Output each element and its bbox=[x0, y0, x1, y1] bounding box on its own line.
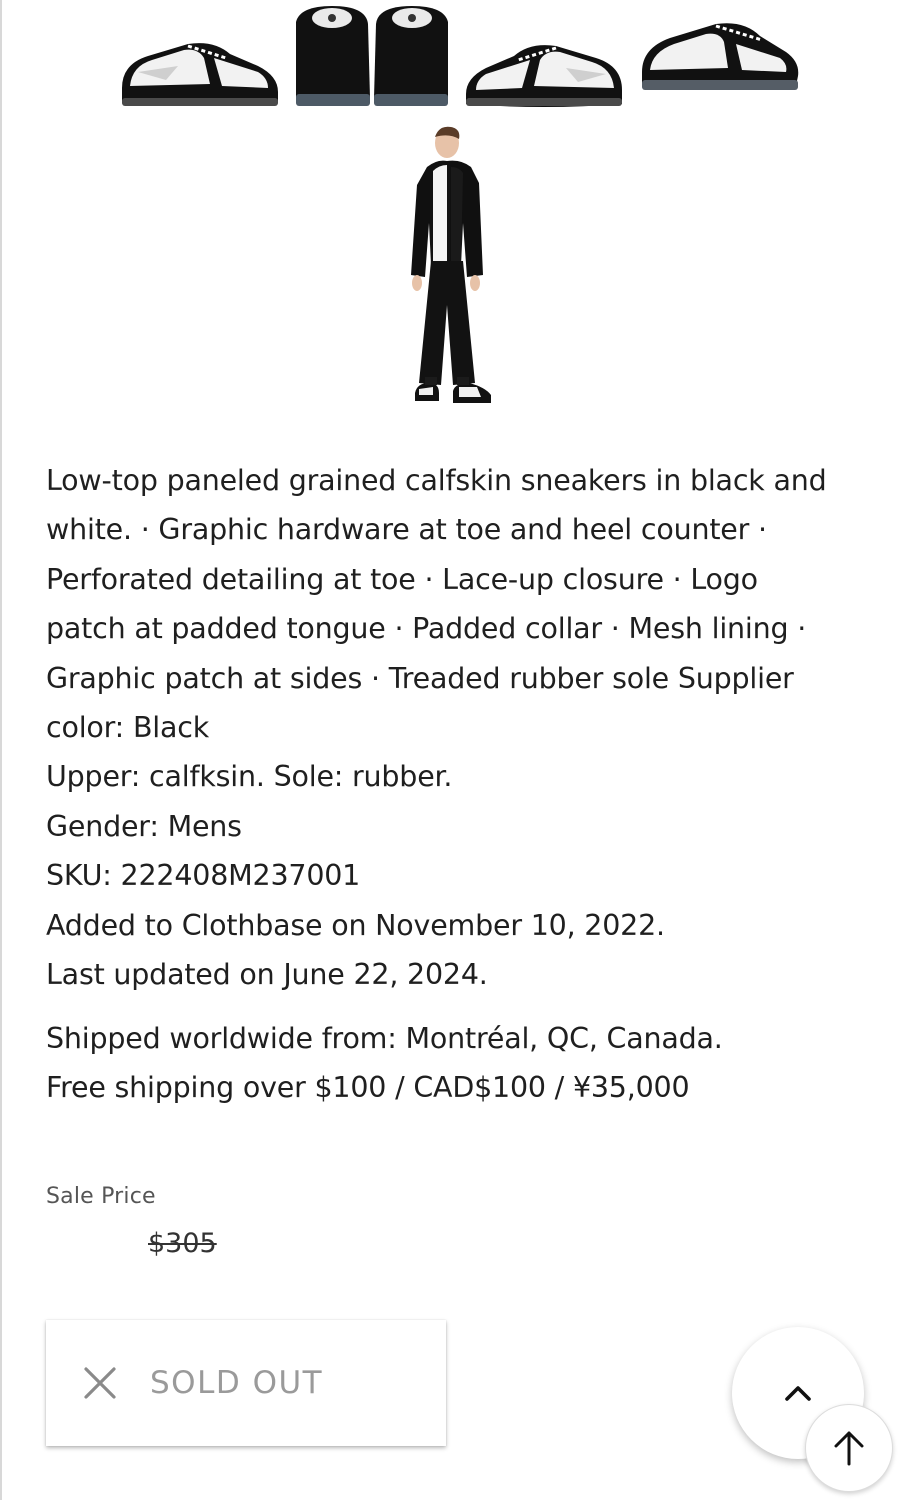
page-left-border bbox=[0, 0, 2, 1500]
description-line: Low-top paneled grained calfskin sneakers in black and bbox=[46, 464, 827, 497]
shipping-info bbox=[46, 1014, 876, 1113]
thumbnail-sneaker-angle-pair[interactable] bbox=[636, 18, 802, 100]
updated-date-text: Last updated on June 22, 2024. bbox=[46, 958, 488, 992]
thumbnail-sneaker-pair-back[interactable] bbox=[292, 2, 452, 110]
thumbnail-sneaker-side-right[interactable] bbox=[464, 38, 626, 110]
product-description bbox=[46, 456, 876, 999]
sold-out-label: SOLD OUT bbox=[150, 1365, 324, 1401]
sale-price-label: Sale Price bbox=[46, 1184, 156, 1209]
sold-out-button[interactable] bbox=[46, 1320, 446, 1446]
shipping-origin: Shipped worldwide from: Montréal, QC, Canada. bbox=[46, 1022, 723, 1055]
arrow-up-icon bbox=[831, 1428, 867, 1468]
product-thumbnails bbox=[110, 0, 810, 115]
free-shipping-note: Free shipping over $100 / CAD$100 / ¥35,000 bbox=[46, 1071, 690, 1105]
thumbnail-sneaker-side-left[interactable] bbox=[118, 36, 280, 110]
close-icon bbox=[82, 1365, 118, 1401]
description-line: white. · Graphic hardware at toe and heel counter · bbox=[46, 513, 767, 547]
description-line: Perforated detailing at toe · Lace-up closure · Logo bbox=[46, 562, 758, 596]
model-photo[interactable] bbox=[405, 125, 505, 430]
gender-text: Gender: Mens bbox=[46, 809, 242, 843]
description-line: Graphic patch at sides · Treaded rubber sole Supplier bbox=[46, 661, 794, 695]
materials-text: Upper: calfksin. Sole: rubber. bbox=[46, 760, 453, 794]
scroll-to-top-button[interactable] bbox=[805, 1404, 893, 1492]
added-date-text: Added to Clothbase on November 10, 2022. bbox=[46, 908, 665, 942]
description-line: patch at padded tongue · Padded collar · Mesh lining · bbox=[46, 612, 807, 646]
original-price: $305 bbox=[148, 1228, 217, 1259]
sku-text: SKU: 222408M237001 bbox=[46, 859, 361, 893]
chevron-up-icon bbox=[783, 1383, 813, 1403]
description-line: color: Black bbox=[46, 711, 210, 745]
